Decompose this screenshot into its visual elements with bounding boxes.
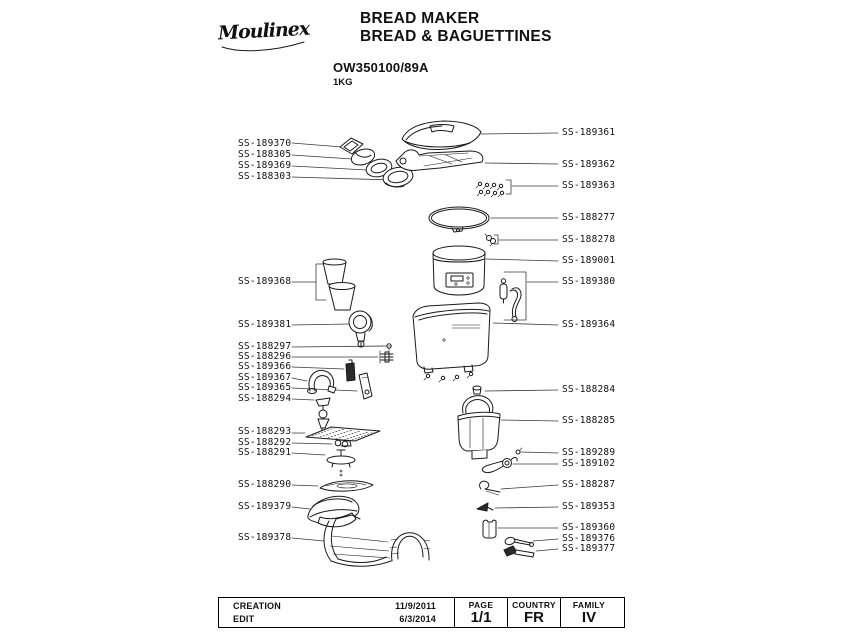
part-sketch-measuring-spoon [504, 536, 533, 546]
part-number-label: SS-188297 [238, 341, 292, 352]
part-sketch-rotor-coupling [327, 450, 355, 476]
part-number-label: SS-189289 [562, 447, 616, 458]
model-number: OW350100/89A [333, 60, 429, 75]
part-number-label: SS-189367 [238, 372, 292, 383]
country-label: COUNTRY [512, 600, 556, 610]
part-number-label: SS-189001 [562, 255, 616, 266]
title-line-1: BREAD MAKER [360, 10, 480, 27]
part-sketch-seal-ring [429, 207, 489, 232]
part-sketch-perforated-grid [306, 427, 380, 441]
part-number-label: SS-189364 [562, 319, 616, 330]
part-sketch-kneading-paddle [482, 457, 517, 472]
part-number-label: SS-189102 [562, 458, 616, 469]
family-label: FAMILY [572, 600, 606, 610]
part-number-label: SS-189380 [562, 276, 616, 287]
part-sketch-brush [504, 546, 534, 557]
part-sketch-washer-stack [381, 352, 393, 362]
part-number-label: SS-188305 [238, 149, 292, 160]
part-sketch-clamp [335, 440, 351, 447]
part-number-label: SS-189363 [562, 180, 616, 191]
part-number-label: SS-189369 [238, 160, 292, 171]
part-sketch-valve [316, 398, 330, 432]
part-number-label: SS-189376 [562, 533, 616, 544]
part-number-label: SS-189381 [238, 319, 292, 330]
part-number-label: SS-189360 [562, 522, 616, 533]
part-sketch-probe-cable [500, 279, 521, 322]
part-number-label: SS-188293 [238, 426, 292, 437]
part-number-label: SS-189362 [562, 159, 616, 170]
part-number-label: SS-189379 [238, 501, 292, 512]
part-sketch-spatula [477, 503, 493, 511]
creation-label: CREATION [233, 601, 281, 612]
part-sketch-flat-blade [320, 481, 373, 491]
part-sketch-spout-tube [308, 370, 337, 393]
part-sketch-base-screws [424, 372, 473, 382]
capacity-label: 1KG [333, 77, 353, 88]
page-value: 1/1 [470, 609, 492, 626]
part-sketch-pan-screw [516, 448, 522, 454]
part-number-label: SS-188303 [238, 171, 292, 182]
part-number-label: SS-189365 [238, 382, 292, 393]
part-number-label: SS-188294 [238, 393, 292, 404]
part-number-label: SS-189377 [562, 543, 616, 554]
part-number-label: SS-188291 [238, 447, 292, 458]
part-sketch-lid [402, 121, 481, 150]
part-number-label: SS-189368 [238, 276, 292, 287]
edit-date: 6/3/2014 [399, 613, 436, 624]
part-sketch-small-cup [483, 520, 496, 538]
part-sketch-main-housing [413, 303, 490, 373]
part-number-label: SS-189378 [238, 532, 292, 543]
part-number-label: SS-188277 [562, 212, 616, 223]
part-number-label: SS-188284 [562, 384, 616, 395]
country-cell [508, 598, 561, 627]
part-sketch-screw-set [476, 182, 504, 197]
page-label: PAGE [468, 600, 494, 610]
part-number-label: SS-189366 [238, 361, 292, 372]
part-number-label: SS-188296 [238, 351, 292, 362]
part-number-label: SS-188278 [562, 234, 616, 245]
part-sketch-pan-knob [473, 386, 481, 394]
family-cell [561, 598, 617, 627]
part-number-label: SS-189361 [562, 127, 616, 138]
revision-cell [219, 598, 455, 627]
title-line-2: BREAD & BAGUETTINES [360, 28, 552, 45]
logo-underline-flourish [222, 42, 304, 51]
part-sketch-latch [346, 360, 355, 381]
moulinex-logo: Moulinex [217, 17, 310, 45]
part-sketch-hook-tool [480, 481, 500, 495]
part-sketch-upper-housing [433, 246, 485, 295]
part-number-label: SS-188290 [238, 479, 292, 490]
document-info-table [218, 597, 625, 628]
part-number-label: SS-188285 [562, 415, 616, 426]
part-sketch-shell-cover [308, 496, 359, 526]
part-number-label: SS-189353 [562, 501, 616, 512]
part-number-label: SS-188287 [562, 479, 616, 490]
creation-date: 11/9/2011 [395, 601, 436, 612]
part-number-label: SS-189370 [238, 138, 292, 149]
edit-label: EDIT [233, 613, 255, 624]
family-value: IV [581, 609, 597, 626]
page-cell [455, 598, 508, 627]
country-value: FR [524, 609, 544, 626]
part-sketch-side-plate [359, 373, 372, 399]
part-sketch-bread-pan [458, 396, 500, 459]
part-sketch-baguette-tray [396, 150, 483, 171]
part-sketch-motor [349, 311, 372, 347]
part-sketch-measuring-cups [323, 259, 355, 310]
part-number-label: SS-188292 [238, 437, 292, 448]
